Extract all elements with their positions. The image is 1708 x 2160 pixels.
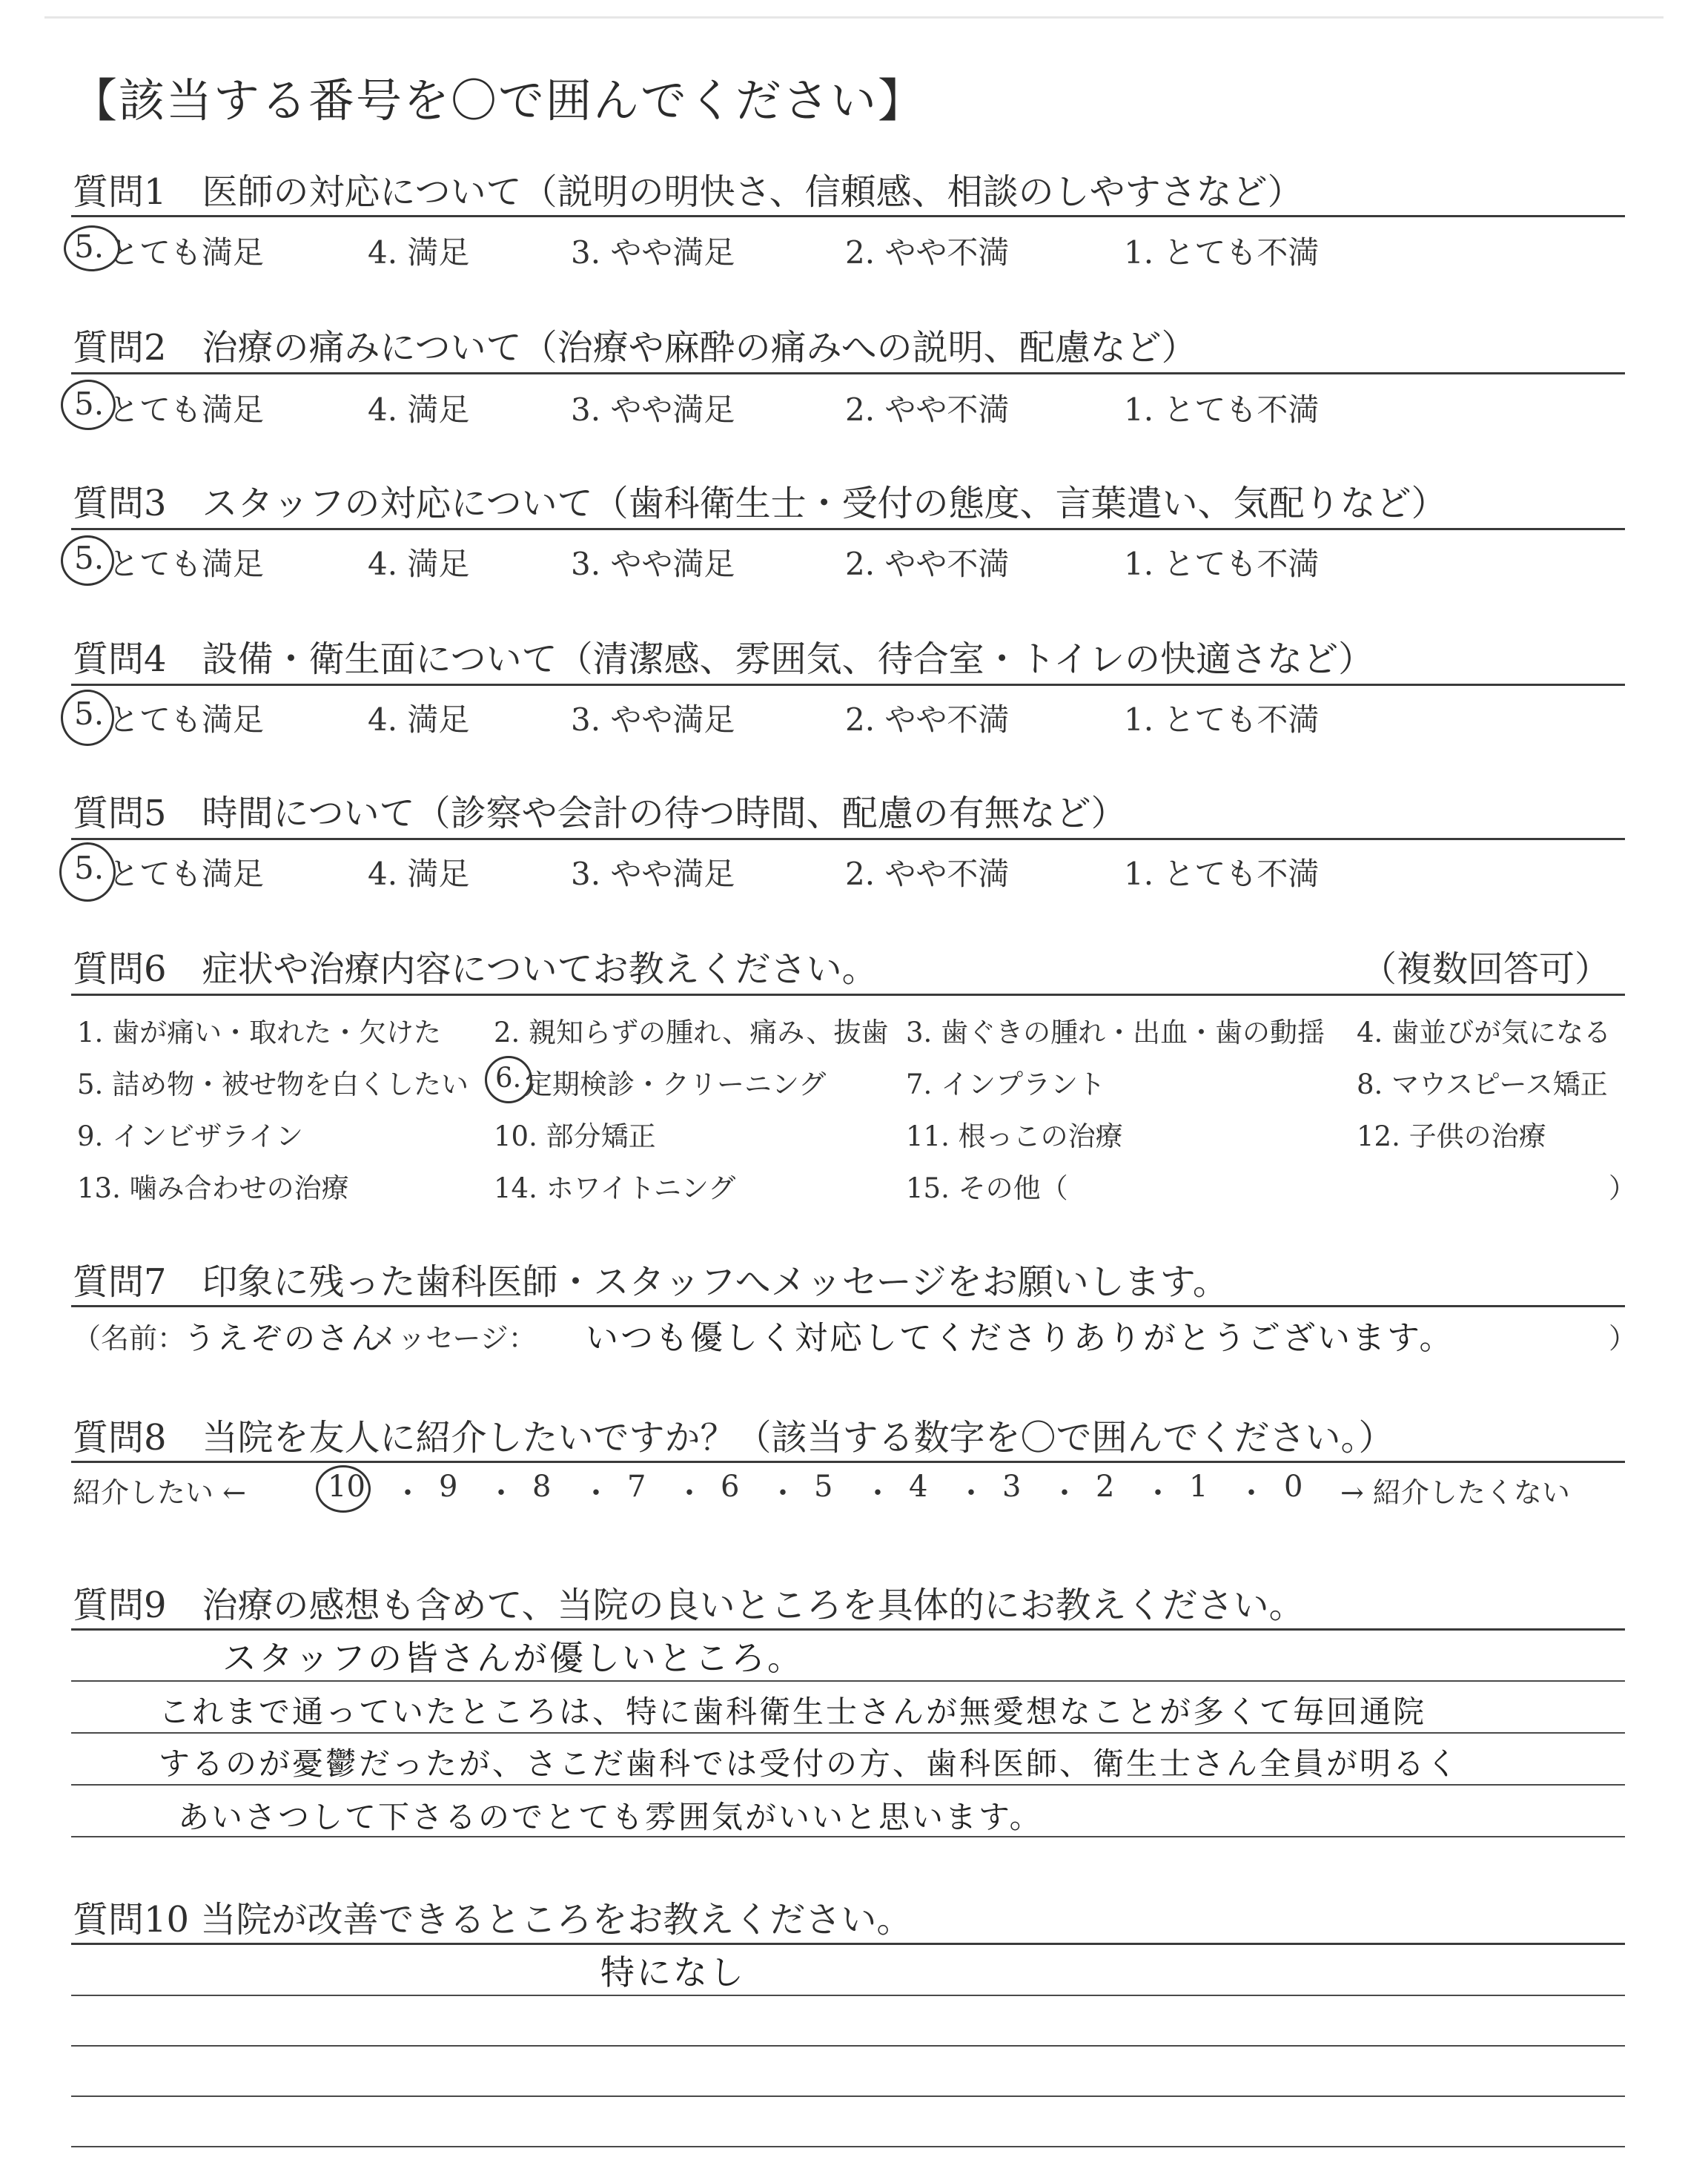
q9-writing-line (71, 1784, 1625, 1786)
q4-title: 質問4 設備・衛生面について（清潔感、雰囲気、待合室・トイレの快適さなど） (73, 638, 1374, 680)
q7-message-handwritten[interactable]: いつも優しく対応してくださりありがとうございます。 (586, 1319, 1454, 1357)
q6-option-3[interactable]: 3. 歯ぐきの腫れ・出血・歯の動揺 (906, 1017, 1325, 1048)
q2-option-3[interactable]: 3. やや満足 (571, 392, 735, 428)
q9-answer-line[interactable]: するのが憂鬱だったが、さこだ歯科では受付の方、歯科医師、衛生士さん全員が明るく (159, 1745, 1460, 1782)
q10-writing-line (71, 2045, 1625, 2047)
q5-title: 質問5 時間について（診察や会計の待つ時間、配慮の有無など） (73, 793, 1127, 834)
q3-option-3[interactable]: 3. やや満足 (571, 546, 735, 582)
q9-writing-line (71, 1680, 1625, 1682)
q5-option-2[interactable]: 2. やや不満 (845, 856, 1010, 892)
q10-writing-line (71, 2095, 1625, 2097)
q6-option-5[interactable]: 5. 詰め物・被せ物を白くしたい (77, 1069, 469, 1100)
q1-title: 質問1 医師の対応について（説明の明快さ、信頼感、相談のしやすさなど） (73, 171, 1303, 213)
q8-right-label: → 紹介したくない (1340, 1476, 1570, 1509)
q6-option-4[interactable]: 4. 歯並びが気になる (1357, 1017, 1612, 1048)
q2-option-2[interactable]: 2. やや不満 (845, 392, 1010, 428)
q8-sep: ・ (863, 1476, 893, 1510)
q4-option-2[interactable]: 2. やや不満 (845, 701, 1010, 738)
q6-option-8[interactable]: 8. マウスピース矯正 (1357, 1069, 1608, 1100)
q7-rule (71, 1305, 1625, 1307)
q1-option-2[interactable]: 2. やや不満 (845, 234, 1010, 271)
q4-rule (71, 684, 1625, 686)
q5-option-5-num: 5. (74, 850, 105, 886)
q8-score-0[interactable]: 0 (1284, 1470, 1303, 1504)
q6-option-1[interactable]: 1. 歯が痛い・取れた・欠けた (77, 1017, 442, 1048)
q8-sep: ・ (1050, 1476, 1079, 1510)
q6-option-15[interactable]: 15. その他（ (906, 1172, 1068, 1204)
q8-score-6[interactable]: 6 (721, 1470, 740, 1504)
q6-title: 質問6 症状や治療内容についてお教えください。 (73, 948, 878, 990)
q5-option-5-label[interactable]: とても満足 (108, 856, 265, 892)
q3-rule (71, 528, 1625, 530)
q4-option-5-num: 5. (74, 696, 105, 732)
q5-option-4[interactable]: 4. 満足 (368, 856, 470, 892)
q6-option-12[interactable]: 12. 子供の治療 (1357, 1120, 1546, 1152)
q6-option-15-close: ） (1609, 1172, 1636, 1204)
scan-top-edge (44, 16, 1664, 19)
q6-rule (71, 994, 1625, 996)
q6-option-10[interactable]: 10. 部分矯正 (494, 1120, 656, 1152)
q8-title: 質問8 当院を友人に紹介したいですか？（該当する数字を〇で囲んでください。） (73, 1417, 1394, 1459)
q8-rule (71, 1461, 1625, 1463)
q8-score-7[interactable]: 7 (627, 1470, 646, 1504)
q8-sep: ・ (1143, 1476, 1173, 1510)
q8-score-1[interactable]: 1 (1189, 1470, 1208, 1504)
q8-left-label: 紹介したい ← (73, 1476, 246, 1509)
q7-close-paren: ） (1609, 1322, 1638, 1355)
q8-sep: ・ (768, 1476, 798, 1510)
q8-score-4[interactable]: 4 (909, 1470, 928, 1504)
q2-option-5-num: 5. (74, 386, 105, 422)
q4-option-1[interactable]: 1. とても不満 (1124, 701, 1320, 738)
q4-option-5-label[interactable]: とても満足 (108, 701, 265, 738)
q3-title: 質問3 スタッフの対応について（歯科衛生士・受付の態度、言葉遣い、気配りなど） (73, 483, 1447, 524)
q8-score-9[interactable]: 9 (439, 1470, 458, 1504)
q2-title: 質問2 治療の痛みについて（治療や麻酔の痛みへの説明、配慮など） (73, 327, 1197, 369)
q4-option-4[interactable]: 4. 満足 (368, 701, 470, 738)
q3-option-4[interactable]: 4. 満足 (368, 546, 470, 582)
q9-answer-line[interactable]: これまで通っていたところは、特に歯科衛生士さんが無愛想なことが多くて毎回通院 (159, 1694, 1427, 1730)
q1-option-3[interactable]: 3. やや満足 (571, 234, 735, 271)
q10-title: 質問10 当院が改善できるところをお教えください。 (73, 1899, 913, 1941)
q7-name-handwritten[interactable]: うえぞのさん (184, 1320, 385, 1356)
q6-note: （複数回答可） (1361, 948, 1611, 990)
q1-rule (71, 215, 1625, 217)
q9-rule (71, 1628, 1625, 1631)
q8-sep: ・ (486, 1476, 516, 1510)
q7-title: 質問7 印象に残った歯科医師・スタッフへメッセージをお願いします。 (73, 1261, 1228, 1303)
q1-option-4[interactable]: 4. 満足 (368, 234, 470, 271)
q3-option-5-label[interactable]: とても満足 (108, 546, 265, 582)
q6-option-2[interactable]: 2. 親知らずの腫れ、痛み、抜歯 (494, 1017, 889, 1048)
q8-sep: ・ (1237, 1476, 1266, 1510)
q8-sep: ・ (956, 1476, 986, 1510)
q8-score-10[interactable]: 10 (328, 1470, 365, 1504)
q6-option-13[interactable]: 13. 噛み合わせの治療 (77, 1172, 349, 1204)
q6-option-14[interactable]: 14. ホワイトニング (494, 1172, 736, 1204)
q1-option-5-label[interactable]: とても満足 (108, 234, 265, 271)
q7-name-label: （名前： (73, 1322, 186, 1355)
q9-writing-line (71, 1732, 1625, 1734)
q9-title: 質問9 治療の感想も含めて、当院の良いところを具体的にお教えください。 (73, 1585, 1305, 1626)
q10-rule (71, 1943, 1625, 1945)
q2-option-4[interactable]: 4. 満足 (368, 392, 470, 428)
q5-rule (71, 838, 1625, 840)
q2-rule (71, 372, 1625, 374)
q5-option-3[interactable]: 3. やや満足 (571, 856, 735, 892)
q6-option-7[interactable]: 7. インプラント (906, 1069, 1106, 1100)
q3-option-1[interactable]: 1. とても不満 (1124, 546, 1320, 582)
q10-writing-line (71, 1995, 1625, 1996)
q8-score-2[interactable]: 2 (1096, 1470, 1115, 1504)
q10-answer-handwritten[interactable]: 特になし (600, 1952, 746, 1992)
q8-sep: ・ (581, 1476, 611, 1510)
q1-option-1[interactable]: 1. とても不満 (1124, 234, 1320, 271)
q8-score-8[interactable]: 8 (532, 1470, 552, 1504)
q3-option-5-num: 5. (74, 540, 105, 576)
q8-score-5[interactable]: 5 (814, 1470, 833, 1504)
q2-option-5-label[interactable]: とても満足 (108, 392, 265, 428)
q4-option-3[interactable]: 3. やや満足 (571, 701, 735, 738)
q8-score-3[interactable]: 3 (1002, 1470, 1022, 1504)
q5-option-1[interactable]: 1. とても不満 (1124, 856, 1320, 892)
q8-sep: ・ (393, 1476, 423, 1510)
q1-option-5-num: 5. (74, 228, 105, 265)
q9-answer-line[interactable]: スタッフの皆さんが優しいところ。 (222, 1638, 804, 1678)
q6-option-6-label[interactable]: 定期検診・クリーニング (525, 1069, 827, 1100)
q7-message-label: メッセージ： (369, 1322, 537, 1355)
q6-option-11[interactable]: 11. 根っこの治療 (906, 1120, 1123, 1152)
q10-writing-line (71, 2146, 1625, 2147)
q8-sep: ・ (675, 1476, 704, 1510)
q6-option-9[interactable]: 9. インビザライン (77, 1120, 303, 1152)
q2-option-1[interactable]: 1. とても不満 (1124, 392, 1320, 428)
q6-option-6-num: 6. (495, 1062, 522, 1094)
q9-answer-line[interactable]: あいさつして下さるのでとても雰囲気がいいと思います。 (178, 1799, 1043, 1835)
form-heading: 【該当する番号を〇で囲んでください】 (71, 73, 926, 128)
q3-option-2[interactable]: 2. やや不満 (845, 546, 1010, 582)
